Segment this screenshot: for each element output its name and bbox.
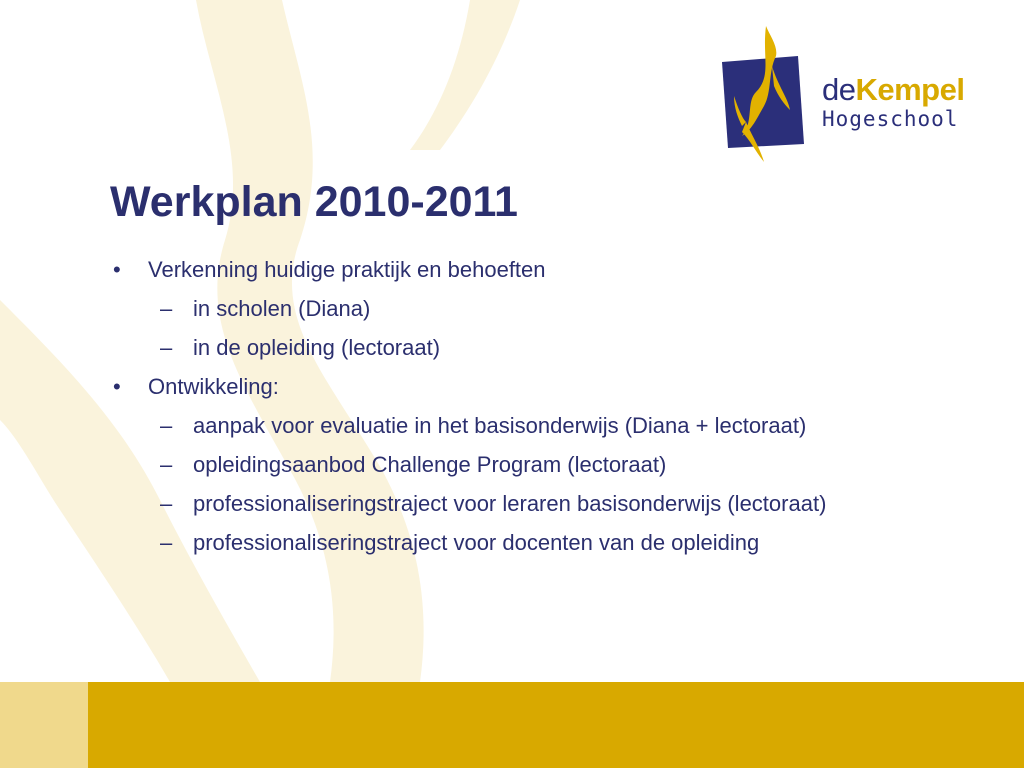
sub-bullet-item xyxy=(110,523,1000,562)
sub-bullet-item xyxy=(110,328,1000,367)
bullet-text: Verkenning huidige praktijk en behoeften xyxy=(148,257,546,282)
bullet-item xyxy=(110,250,1000,289)
sub-bullet-text: professionaliseringstraject voor docenten van de opleiding xyxy=(193,530,760,555)
bullet-marker: • xyxy=(113,257,121,282)
logo-wordmark-de: de xyxy=(822,72,856,107)
background-band-right xyxy=(410,0,520,150)
bullet-marker: • xyxy=(113,374,121,399)
logo-wordmark xyxy=(822,74,964,106)
slide-title: Werkplan 2010-2011 xyxy=(110,178,518,226)
sub-bullet-item xyxy=(110,484,1000,523)
sub-bullet-item xyxy=(110,289,1000,328)
sub-bullet-text: aanpak voor evaluatie in het basisonderwijs (Diana + lectoraat) xyxy=(193,413,807,438)
sub-bullet-text: opleidingsaanbod Challenge Program (lectoraat) xyxy=(193,452,667,477)
logo xyxy=(712,26,972,162)
sub-bullet-item xyxy=(110,406,1000,445)
logo-subtitle: Hogeschool xyxy=(822,107,959,131)
dash-marker: – xyxy=(160,452,173,477)
bullet-text: Ontwikkeling: xyxy=(148,374,279,399)
logo-text xyxy=(822,74,964,132)
footer-bar xyxy=(0,682,1024,768)
bullet-list xyxy=(110,250,1000,562)
bullet-item xyxy=(110,367,1000,406)
dash-marker: – xyxy=(160,530,173,555)
dash-marker: – xyxy=(160,413,173,438)
sub-bullet-text: professionaliseringstraject voor leraren basisonderwijs (lectoraat) xyxy=(193,491,827,516)
logo-emblem-icon xyxy=(712,26,812,162)
footer-accent xyxy=(0,682,88,768)
sub-bullet-item xyxy=(110,445,1000,484)
dash-marker: – xyxy=(160,296,173,321)
dash-marker: – xyxy=(160,491,173,516)
logo-wordmark-kempel: Kempel xyxy=(855,72,965,107)
sub-bullet-text: in de opleiding (lectoraat) xyxy=(193,335,441,360)
sub-bullet-text: in scholen (Diana) xyxy=(193,296,371,321)
dash-marker: – xyxy=(160,335,173,360)
